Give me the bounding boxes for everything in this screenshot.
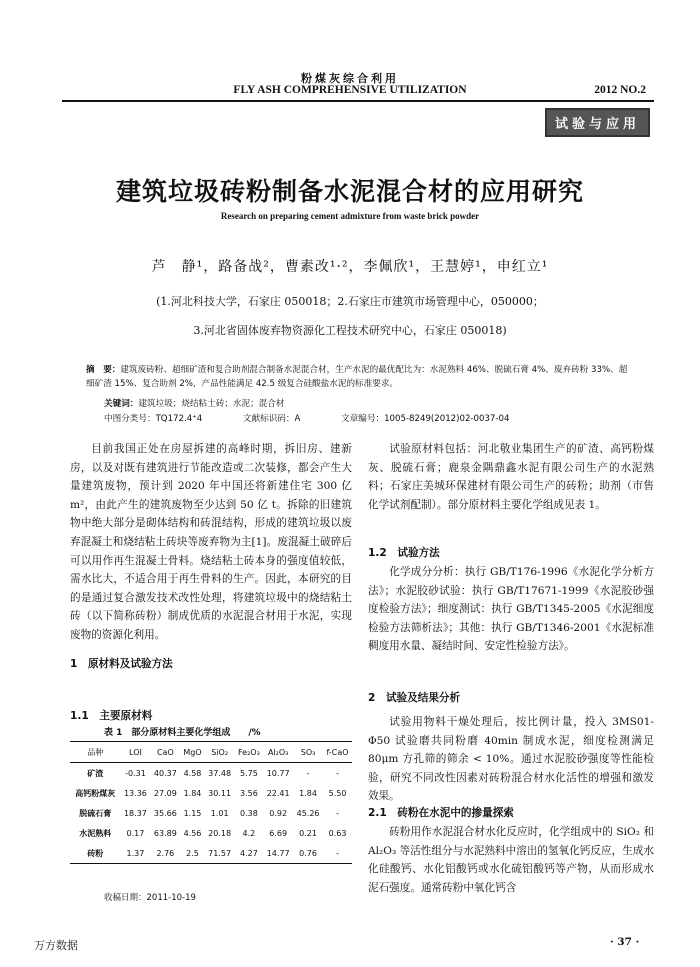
table-cell: 1.84	[299, 788, 317, 798]
article-title-en: Research on preparing cement admixture from waste brick powder	[220, 211, 480, 221]
table-cell: 4.58	[183, 768, 202, 778]
article-title: 建筑垃圾砖粉制备水泥混合材的应用研究	[115, 177, 584, 206]
table-cell: 22.41	[266, 788, 290, 798]
table-cell: 0.63	[328, 828, 347, 838]
table-header-cell: f-CaO	[326, 747, 349, 757]
table-header-cell: Al₂O₃	[267, 747, 289, 757]
table-cell: 1.37	[126, 848, 145, 858]
table-cell: 40.37	[153, 768, 177, 778]
document-code: 文献标识码：A	[242, 414, 301, 424]
page-number: · 37 ·	[610, 936, 640, 948]
table-cell: 1.01	[210, 808, 229, 818]
table-cell: 20.18	[208, 828, 232, 838]
table-cell: 5.50	[328, 788, 347, 798]
keywords	[104, 397, 285, 411]
clc-number: 中图分类号：TQ172.4⁺4	[104, 414, 203, 424]
methods-paragraph: 化学成分分析：执行 GB/T176-1996《水泥化学分析方法》；水泥胶砂试验：执行 GB/T17671-1999《水泥胶砂强度检验方法》；细度测试：执行 GB/T1345-2005《水泥细度检验方法筛析法》；其他：执行 GB/T1346-2001《水泥标准稠度用水量、凝结时间、安定性检验方法》。	[368, 566, 654, 653]
section-heading-1: 1 原材料及试验方法	[70, 658, 173, 670]
table-cell: 2.76	[156, 848, 175, 858]
table-row-label: 高钙粉煤灰	[75, 788, 116, 798]
table-cell: 0.92	[269, 808, 288, 818]
section-heading-2: 2 试验及结果分析	[368, 692, 461, 704]
table-row-label: 矿渣	[87, 768, 104, 778]
table-cell: 3.56	[239, 788, 258, 798]
table-cell: 10.77	[266, 768, 290, 778]
brick-powder-paragraph: 砖粉用作水泥混合材水化反应时，化学组成中的 SiO₂ 和 Al₂O₃ 等活性组分与水泥熟料中溶出的氢氧化钙反应，生成水化硅酸钙、水化铝酸钙或水化硫铝酸钙等产物，从而形成水泥石强度。通常砖粉中氧化钙含	[368, 826, 654, 894]
table-cell: 4.2	[242, 828, 256, 838]
table-cell: 4.56	[183, 828, 202, 838]
intro-paragraph: 目前我国正处在房屋拆建的高峰时期，拆旧房、建新房，以及对既有建筑进行节能改造或二次装修，都会产生大量建筑废物，预计到 2020 年中国还将新建住宅 300 亿 m²，由此产生的建筑废物至少达到 50 亿 t。拆除的旧建筑物中绝大部分是砌体结构和砖混结构，形成的建筑垃圾以废弃混凝土和烧结粘土砖块等废弃物为主[1]。废混凝土破碎后可以用作再生混凝土骨料。烧结粘土砖本身的强度值较低，需水比大，不适合用于再生骨料的生产。因此，本研究的目的是通过复合激发技术改性处理，将建筑垃圾中的烧结粘土砖（以下简称砖粉）制成优质的水泥混合材用于水泥，实现废物的资源化利用。	[70, 443, 352, 641]
table-cell: -0.31	[125, 768, 146, 778]
table-cell: -	[336, 768, 339, 778]
abstract-text: 建筑废砖粉、超细矿渣和复合助剂混合制备水泥混合材，生产水泥的最优配比为：水泥熟料 46%、脱硫石膏 4%、废弃砖粉 33%、超细矿渣 15%、复合助剂 2%，产品性能满足 42.5 级复合硅酸盐水泥的标准要求。	[86, 365, 628, 389]
table-cell: 0.17	[126, 828, 145, 838]
table-cell: 45.26	[296, 808, 320, 818]
section-heading-2-1: 2.1 砖粉在水泥中的掺量探索	[368, 807, 514, 819]
author-list: 芦 静¹，路备战²，曹素改¹·²，李佩欣¹，王慧婷¹，申红立¹	[151, 259, 549, 275]
table-header-cell: LOI	[129, 747, 142, 757]
classification-line	[104, 412, 604, 426]
table-cell: 6.69	[269, 828, 288, 838]
table-header-cell: Fe₂O₃	[237, 747, 260, 757]
received-date: 收稿日期：2011-10-19	[104, 893, 196, 903]
table-cell: 35.66	[153, 808, 177, 818]
table-header-cell: MgO	[183, 747, 202, 757]
table-cell: -	[336, 848, 339, 858]
table-header-cell: CaO	[156, 747, 174, 757]
table-row	[70, 823, 352, 843]
table-row-label: 脱硫石膏	[79, 808, 112, 818]
table-cell: 18.37	[123, 808, 147, 818]
table-row	[70, 843, 352, 864]
table-body	[70, 763, 352, 864]
abstract-label: 摘 要：	[86, 365, 121, 375]
table-cell: 27.09	[153, 788, 177, 798]
table-cell: -	[336, 808, 339, 818]
section-heading-1-1: 1.1 主要原材料	[70, 710, 153, 722]
materials-paragraph: 试验原材料包括：河北敬业集团生产的矿渣、高钙粉煤灰、脱硫石膏；鹿泉金隅鼎鑫水泥有限公司生产的水泥熟料；石家庄美城环保建材有限公司生产的砖粉；助剂（市售化学试剂配制）。部分原材料主要化学组成见表 1。	[368, 443, 654, 511]
table-cell: 37.48	[208, 768, 232, 778]
header-rule	[62, 100, 654, 102]
table-row	[70, 783, 352, 803]
table-cell: 30.11	[208, 788, 232, 798]
table-header-cell: 品种	[87, 747, 104, 757]
affiliation-line-1: (1.河北科技大学，石家庄 050018；2.石家庄市建筑市场管理中心，050000；	[156, 295, 544, 308]
keywords-text: 建筑垃圾；烧结粘土砖；水泥；混合材	[138, 399, 285, 409]
composition-table	[70, 741, 352, 864]
table-cell: 14.77	[266, 848, 290, 858]
table-cell: 1.15	[183, 808, 202, 818]
article-number: 文章编号：1005-8249(2012)02-0037-04	[341, 414, 510, 424]
table-header-row	[70, 742, 352, 763]
table-header-cell: SiO₂	[211, 747, 229, 757]
table-row	[70, 803, 352, 823]
table-cell: 13.36	[123, 788, 147, 798]
affiliation-line-2: 3.河北省固体废弃物资源化工程技术研究中心，石家庄 050018)	[193, 324, 507, 337]
table-cell: 63.89	[153, 828, 177, 838]
table-row-label: 砖粉	[87, 848, 104, 858]
table-cell: 2.5	[186, 848, 199, 858]
issue-number: 2012 NO.2	[594, 84, 646, 96]
table-cell: 0.21	[299, 828, 317, 838]
table-row-label: 水泥熟料	[79, 828, 112, 838]
table-cell: 71.57	[208, 848, 232, 858]
table-cell: 4.27	[239, 848, 258, 858]
table-cell: 5.75	[239, 768, 258, 778]
section-tag: 试验与应用	[545, 108, 650, 137]
table-cell: 0.38	[239, 808, 258, 818]
table-caption: 表 1 部分原材料主要化学组成 /%	[104, 728, 261, 738]
journal-title-cn: 粉煤灰综合利用	[301, 72, 399, 85]
results-paragraph: 试验用物料干燥处理后，按比例计量，投入 3MS01-Φ50 试验磨共同粉磨 40min 制成水泥，细度检测满足 80μm 方孔筛的筛余 < 10%。通过水泥胶砂强度等性能检验，研究不同改性因素对砖粉混合材水化活性的增强和激发效果。	[368, 716, 654, 803]
table-row	[70, 763, 352, 784]
watermark: 万方数据	[34, 939, 78, 952]
journal-title-en: FLY ASH COMPREHENSIVE UTILIZATION	[233, 84, 467, 96]
abstract	[86, 363, 634, 391]
section-heading-1-2: 1.2 试验方法	[368, 547, 440, 559]
table-cell: 0.76	[299, 848, 317, 858]
table-header-cell: SO₃	[300, 747, 316, 757]
table-cell: 1.84	[183, 788, 202, 798]
table-cell: -	[306, 768, 310, 778]
keywords-label: 关键词：	[104, 399, 139, 409]
